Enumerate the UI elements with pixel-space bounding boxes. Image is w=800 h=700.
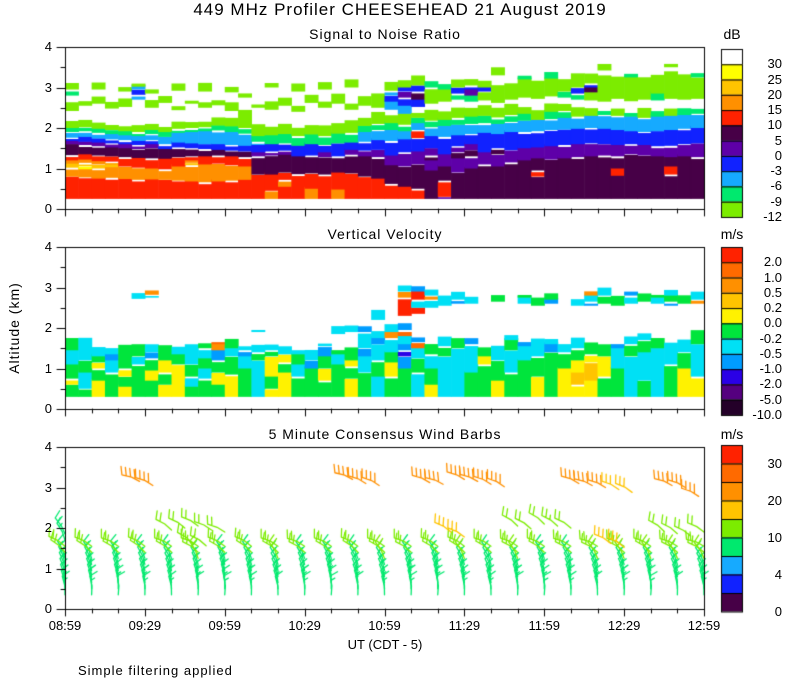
y-tick-label: 4 (44, 439, 52, 454)
colorbar-tick-label: -3 (770, 163, 782, 179)
windbarb-panel-title: 5 Minute Consensus Wind Barbs (268, 426, 502, 442)
y-tick-label: 2 (44, 520, 52, 535)
y-tick-label: 3 (44, 279, 52, 295)
colorbar-tick-label: -5.0 (759, 391, 782, 407)
x-tick-label: 10:29 (288, 618, 321, 633)
colorbar-tick-label: -2.0 (759, 376, 782, 392)
y-tick-label: 1 (44, 160, 52, 176)
y-tick-label: 3 (44, 79, 52, 95)
colorbar-tick-label: 25 (767, 71, 782, 87)
x-tick-label: 12:29 (607, 618, 641, 633)
colorbar-tick-label: 20 (767, 492, 782, 508)
x-tick-label: 09:59 (208, 618, 242, 633)
colorbar-tick-label: -6 (770, 178, 782, 194)
snr-panel-title: Signal to Noise Ratio (309, 26, 461, 42)
y-tick-label: 1 (44, 560, 52, 576)
colorbar-tick-label: 2.0 (763, 254, 782, 270)
y-tick-label: 0 (44, 601, 52, 616)
colorbar-tick-label: 1.0 (763, 269, 782, 285)
colorbar-tick-label: 15 (767, 102, 782, 118)
y-tick-label: 2 (44, 320, 52, 335)
colorbar-tick-label: 0 (774, 147, 782, 163)
x-tick-label: 12:59 (687, 618, 721, 633)
colorbar-tick-label: -1.0 (759, 361, 782, 377)
y-tick-label: 3 (44, 479, 52, 495)
x-axis-label: UT (CDT - 5) (347, 637, 423, 652)
filtering-footnote: Simple filtering applied (78, 663, 233, 678)
snr-colorbar-units: dB (723, 26, 741, 42)
x-tick-label: 11:59 (528, 618, 561, 633)
colorbar-tick-label: 4 (774, 566, 782, 582)
colorbar-tick-label: 0.0 (763, 315, 782, 331)
y-tick-label: 0 (44, 201, 52, 216)
colorbar-tick-label: 10 (767, 529, 782, 545)
colorbar-tick-label: -12 (763, 208, 782, 224)
x-tick-label: 09:29 (128, 618, 162, 633)
y-tick-label: 1 (44, 360, 52, 376)
y-tick-label: 4 (44, 39, 52, 54)
windbarb-colorbar-units: m/s (720, 426, 744, 442)
x-tick-label: 08:59 (48, 618, 82, 633)
x-tick-label: 10:59 (368, 618, 401, 633)
colorbar-tick-label: 0.2 (763, 300, 782, 316)
y-tick-label: 2 (44, 120, 52, 135)
colorbar-tick-label: 30 (767, 56, 782, 72)
velocity-panel-title: Vertical Velocity (327, 226, 443, 242)
colorbar-tick-label: -0.2 (759, 330, 782, 346)
colorbar-tick-label: -9 (770, 193, 782, 209)
y-axis-label: Altitude (km) (6, 282, 22, 374)
colorbar-tick-label: 20 (767, 86, 782, 102)
colorbar-tick-label: 0.5 (763, 284, 782, 300)
colorbar-tick-label: 10 (767, 117, 782, 133)
colorbar-tick-label: 5 (774, 132, 782, 148)
colorbar-tick-label: 0 (774, 603, 782, 619)
velocity-colorbar-units: m/s (720, 226, 744, 242)
page-title: 449 MHz Profiler CHEESEHEAD 21 August 2019 (193, 0, 607, 19)
colorbar-tick-label: -10.0 (752, 406, 782, 422)
colorbar-tick-label: 30 (767, 455, 782, 471)
y-tick-label: 0 (44, 401, 52, 416)
colorbar-tick-label: -0.5 (759, 345, 782, 361)
y-tick-label: 4 (44, 239, 52, 254)
x-tick-label: 11:29 (448, 618, 481, 633)
